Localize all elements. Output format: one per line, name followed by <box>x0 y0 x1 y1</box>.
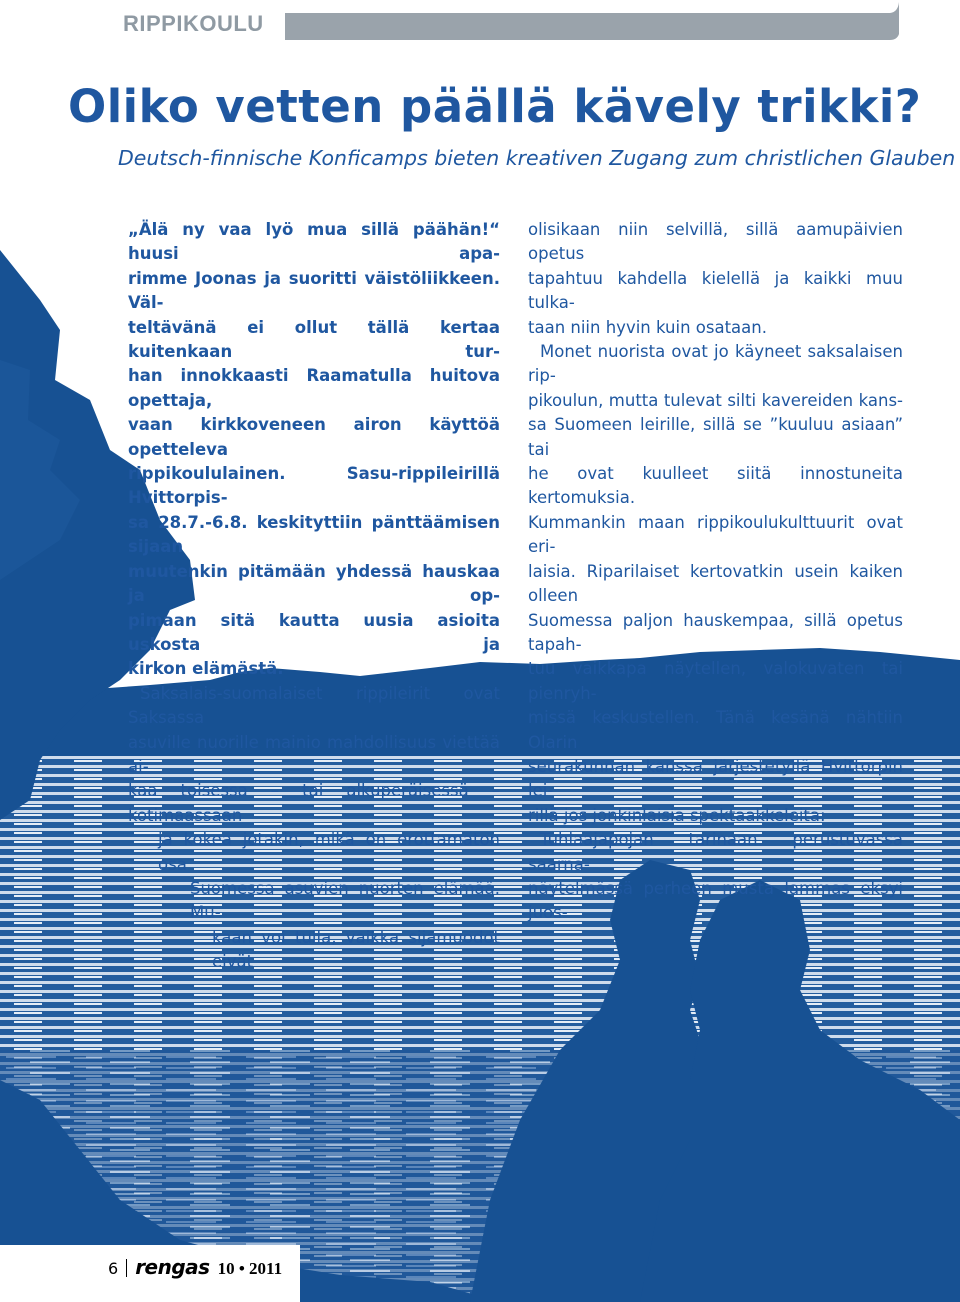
body-line: seurakunnan kanssa järjestetyllä Hvittorpin lei- <box>528 756 903 801</box>
issue-number: 10 • 2011 <box>217 1259 283 1278</box>
body-line: sa 28.7.-6.8. keskityttiin pänttäämisen sijaan <box>128 512 500 557</box>
body-line: pikoulun, mutta tulevat silti kavereiden kans- <box>528 390 903 410</box>
body-line: Suomessa paljon hauskempaa, sillä opetus tapah- <box>528 610 903 654</box>
body-line: pimaan sitä kautta uusia asioita uskosta ja <box>128 610 500 654</box>
footer-divider <box>126 1259 127 1277</box>
body-line: näytelmässä perheen musta lammas eksyi juos- <box>528 878 903 923</box>
body-line: rimme Joonas ja suoritti väistöliikkeen. Väl- <box>128 268 500 313</box>
body-line: Kummankin maan rippikoulukulttuurit ovat eri- <box>528 512 903 557</box>
page-footer <box>108 1255 282 1279</box>
body-line: rippikoululainen. Sasu-rippileirillä Hvittorpis- <box>128 464 500 508</box>
body-line: olisikaan niin selvillä, sillä aamupäivien opetus <box>528 220 903 264</box>
body-line: asuville nuorille mainio mahdollisuus viettää ai- <box>128 732 500 776</box>
body-line: muutenkin pitämään yhdessä hauskaa ja op- <box>128 561 500 606</box>
body-line: tapahtuu kahdella kielellä ja kaikki muu tulka- <box>528 268 903 313</box>
body-line: missä keskustellen. Tänä kesänä nähtiin Olarin <box>528 708 903 752</box>
body-line: Saksalais-suomalaiset rippileirit ovat Saksassa <box>128 683 500 728</box>
body-line: Monet nuorista ovat jo käyneet saksalaisen rip- <box>528 342 903 386</box>
article-subtitle: Deutsch-finnische Konficamps bieten kreativen Zugang zum christlichen Glauben <box>118 146 956 170</box>
section-label: RIPPIKOULU <box>123 11 264 36</box>
body-line: tuu vaikkapa näytellen, valokuvaten tai pienryh- <box>528 659 903 703</box>
body-line: taan niin hyvin kuin osataan. <box>528 317 767 337</box>
body-line: ja kokea jotakin, mikä on erottamaton osa <box>158 830 500 874</box>
rengas-logo: rengas <box>135 1255 210 1279</box>
body-line: teltävänä ei ollut tällä kertaa kuitenkaan tur- <box>128 317 500 362</box>
article-title: Oliko vetten päällä kävely trikki? <box>68 80 922 133</box>
left-column <box>128 218 500 975</box>
body-line: han innokkaasti Raamatulla huitova opettaja, <box>128 366 500 410</box>
body-line: rillä jos jonkinlaisia spektaakkeleita: <box>528 805 826 825</box>
body-line: he ovat kuulleet siitä innostuneita kertomuksia. <box>528 464 903 508</box>
right-column <box>528 218 903 926</box>
page-number: 6 <box>108 1259 119 1278</box>
body-line: Tuhlaajapojan tarinaan perustuvassa saarna- <box>528 830 903 874</box>
body-line: „Älä ny vaa lyö mua sillä päähän!“ huusi apa- <box>128 220 500 264</box>
body-line: kirkon elämästä. <box>128 659 284 679</box>
body-line: kaan voi tulla, vaikka sijamuodot eivät <box>212 927 500 972</box>
body-line: Suomessa asuvien nuorten elämää. Mu- <box>190 878 500 923</box>
body-line: vaan kirkkoveneen airon käyttöä opetteleva <box>128 415 500 459</box>
body-line: sa Suomeen leirille, sillä se ”kuuluu asiaan” tai <box>528 415 903 459</box>
body-line: laisia. Riparilaiset kertovatkin usein kaiken olleen <box>528 561 903 606</box>
body-line: kaa toisessa – tai alkuperäisessä – kotimaassaan <box>128 781 500 825</box>
